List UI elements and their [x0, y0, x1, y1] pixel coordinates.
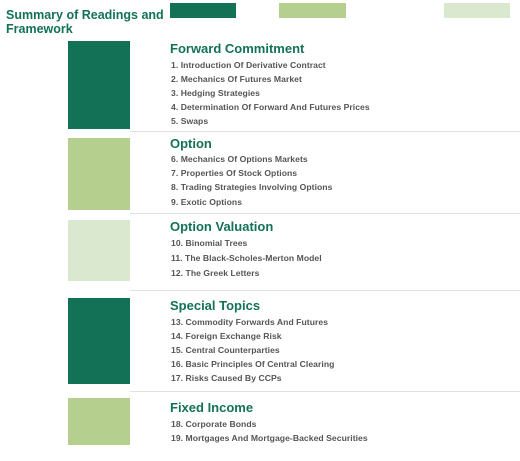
reading-item: 11. The Black-Scholes-Merton Model [171, 253, 322, 263]
section-heading: Option Valuation [170, 219, 274, 234]
reading-item: 12. The Greek Letters [171, 268, 260, 278]
reading-item: 3. Hedging Strategies [171, 88, 260, 98]
section-color-block [68, 398, 130, 445]
section-divider [130, 131, 520, 132]
reading-item: 10. Binomial Trees [171, 238, 248, 248]
reading-item: 15. Central Counterparties [171, 345, 280, 355]
section-color-block [68, 138, 130, 210]
reading-item: 2. Mechanics Of Futures Market [171, 74, 302, 84]
section-color-block [68, 220, 130, 281]
reading-item: 7. Properties Of Stock Options [171, 168, 298, 178]
legend-bar-medium [279, 3, 346, 18]
section-heading: Fixed Income [170, 400, 254, 415]
reading-item: 13. Commodity Forwards And Futures [171, 317, 329, 327]
reading-item: 18. Corporate Bonds [171, 419, 257, 429]
section-divider [130, 290, 520, 291]
section-heading: Forward Commitment [170, 41, 305, 56]
reading-item: 5. Swaps [171, 116, 209, 126]
section-divider [130, 213, 520, 214]
legend-bar-dark [170, 3, 236, 18]
reading-item: 1. Introduction Of Derivative Contract [171, 60, 326, 70]
reading-item: 19. Mortgages And Mortgage-Backed Securities [171, 433, 368, 443]
section-heading: Special Topics [170, 298, 261, 313]
legend-bar-light [444, 3, 510, 18]
section-divider [130, 391, 520, 392]
reading-item: 17. Risks Caused By CCPs [171, 373, 282, 383]
reading-item: 6. Mechanics Of Options Markets [171, 154, 308, 164]
page-title: Summary of Readings and Framework [6, 8, 164, 36]
section-color-block [68, 41, 130, 129]
section-color-block [68, 298, 130, 384]
reading-item: 4. Determination Of Forward And Futures Prices [171, 102, 370, 112]
reading-item: 16. Basic Principles Of Central Clearing [171, 359, 335, 369]
reading-item: 9. Exotic Options [171, 197, 243, 207]
section-heading: Option [170, 136, 212, 151]
reading-item: 14. Foreign Exchange Risk [171, 331, 282, 341]
reading-item: 8. Trading Strategies Involving Options [171, 182, 333, 192]
